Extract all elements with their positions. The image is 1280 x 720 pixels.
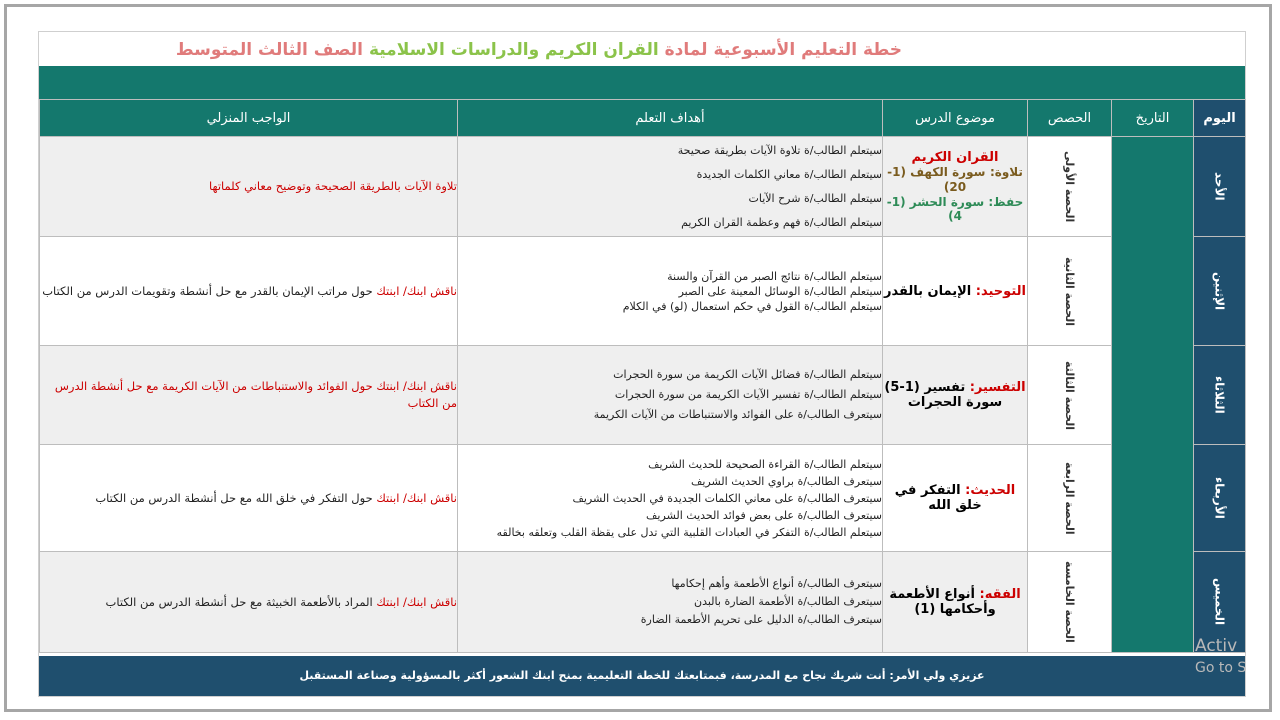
topic-memorize: حفظ: سورة الحشر (1-4) xyxy=(886,195,1024,223)
period-cell xyxy=(1028,137,1112,237)
watermark-line-2: Go to S xyxy=(1195,660,1247,676)
period-label: الحصة الأولى xyxy=(1063,150,1076,223)
homework-highlight: ناقش ابنك/ ابنتك xyxy=(376,594,457,609)
title-part-2: القران الكريم والدراسات الاسلامية xyxy=(368,40,659,60)
period-cell xyxy=(1028,346,1112,445)
homework-text: ناقش ابنك/ ابنتك حول الفوائد والاستنباطات من الآيات الكريمة مع حل أنشطة الدرس من الكتاب xyxy=(54,379,457,410)
topic-text: الإيمان بالقدر xyxy=(884,283,976,299)
table-row xyxy=(40,445,1246,552)
goal-item: سيتعرف الطالب/ة براوي الحديث الشريف xyxy=(690,474,882,488)
header-homework: الواجب المنزلي xyxy=(40,100,458,137)
table-row xyxy=(40,346,1246,445)
homework-text: المراد بالأطعمة الخبيثة مع حل أنشطة الدرس من الكتاب xyxy=(105,594,377,609)
homework-cell xyxy=(40,552,458,653)
goals-cell xyxy=(458,237,883,346)
topic-recite-label: تلاوة: xyxy=(989,165,1023,179)
header-period: الحصص xyxy=(1028,100,1112,137)
goal-item: سيتعرف الطالب/ة أنواع الأطعمة وأهم إحكامها xyxy=(671,577,882,590)
period-label: الحصة الرابعة xyxy=(1063,461,1076,535)
topic-recite-value: سورة الكهف (1-20) xyxy=(887,165,986,194)
topic-subject: القران الكريم xyxy=(911,150,999,165)
goal-item: سيتعلم الطالب/ة التفكر في العبادات القلبية التي تدل على يقظة القلب وتعلقه بخالقه xyxy=(496,525,882,539)
goal-item: سيتعلم الطالب/ة معاني الكلمات الجديدة xyxy=(696,167,882,181)
date-cell xyxy=(1112,137,1194,653)
topic-cell xyxy=(883,137,1028,237)
goal-item: سيتعلم الطالب/ة تلاوة الآيات بطريقة صحيحة xyxy=(677,143,882,157)
homework-cell xyxy=(40,237,458,346)
period-cell xyxy=(1028,237,1112,346)
table-header-row xyxy=(40,100,1246,137)
goals-cell xyxy=(458,346,883,445)
day-label: الإثنين xyxy=(1212,271,1227,311)
goals-cell xyxy=(458,445,883,552)
day-cell xyxy=(1194,445,1246,552)
weekly-plan-document xyxy=(38,31,1246,697)
goal-item: سيتعرف الطالب/ة على معاني الكلمات الجديدة في الحديث الشريف xyxy=(572,491,882,505)
goal-item: سيتعرف الطالب/ة على الفوائد والاستنباطات من الآيات الكريمة xyxy=(593,408,882,421)
activation-watermark xyxy=(1195,635,1246,679)
homework-highlight: ناقش ابنك/ ابنتك xyxy=(376,283,457,298)
parent-note-footer: عزيزي ولي الأمر: أنت شريك نجاح مع المدرسة، فبمتابعتك للخطة التعليمية بمنح ابنك الشعور أكثر بالمسؤولية وصناعة المستقبل xyxy=(39,656,1245,696)
topic-text: تفسير (1-5) سورة الحجرات xyxy=(884,380,1003,410)
table-row xyxy=(40,552,1246,653)
topic-cell xyxy=(883,445,1028,552)
day-cell xyxy=(1194,137,1246,237)
day-label: الثلاثاء xyxy=(1212,376,1227,414)
topic-text: أنواع الأطعمة وأحكامها (1) xyxy=(889,587,996,617)
day-label: الأحد xyxy=(1212,172,1227,201)
period-cell xyxy=(1028,552,1112,653)
homework-cell xyxy=(40,137,458,237)
goals-cell xyxy=(458,552,883,653)
table-row xyxy=(40,237,1246,346)
goal-item: سيتعلم الطالب/ة فهم وعظمة القران الكريم xyxy=(681,215,882,229)
goal-item: سيتعلم الطالب/ة الوسائل المعينة على الصبر xyxy=(678,284,882,298)
day-cell xyxy=(1194,346,1246,445)
goal-item: سيتعرف الطالب/ة الأطعمة الضارة بالبدن xyxy=(694,595,882,608)
goal-item: سيتعلم الطالب/ة القول في حكم استعمال (لو) في الكلام xyxy=(622,299,882,313)
topic-text: التفكر في خلق الله xyxy=(894,483,982,513)
goal-item: سيتعلم الطالب/ة فضائل الآيات الكريمة من سورة الحجرات xyxy=(613,368,882,381)
topic-label: التفسير: xyxy=(969,380,1026,395)
page-title xyxy=(39,40,1039,60)
topic-cell xyxy=(883,346,1028,445)
goal-item: سيتعلم الطالب/ة القراءة الصحيحة للحديث الشريف xyxy=(648,457,882,471)
watermark-line-1: Activ xyxy=(1195,636,1238,656)
topic-cell xyxy=(883,552,1028,653)
header-band xyxy=(39,66,1245,99)
header-topic: موضوع الدرس xyxy=(883,100,1028,137)
header-goals: أهداف التعلم xyxy=(458,100,883,137)
topic-label: التوحيد: xyxy=(975,283,1026,299)
day-cell xyxy=(1194,237,1246,346)
day-label: الخميس xyxy=(1212,578,1227,626)
homework-cell xyxy=(40,445,458,552)
topic-label: الحديث: xyxy=(965,483,1016,498)
goal-item: سيتعلم الطالب/ة نتائج الصبر من القرآن والسنة xyxy=(667,269,882,283)
table-row xyxy=(40,137,1246,237)
period-label: الحصة الخامسة xyxy=(1063,561,1076,643)
period-label: الحصة الثانية xyxy=(1063,256,1076,326)
day-label: الأربعاء xyxy=(1212,477,1227,519)
homework-text: تلاوة الآيات بالطريقة الصحيحة وتوضيح معاني كلماتها xyxy=(209,179,457,193)
homework-text: حول التفكر في خلق الله مع حل أنشطة الدرس من الكتاب xyxy=(95,490,377,505)
weekly-plan-table xyxy=(39,99,1246,653)
header-day: اليوم xyxy=(1194,100,1246,137)
title-part-1: خطة التعليم الأسبوعية لمادة xyxy=(664,40,903,60)
homework-cell xyxy=(40,346,458,445)
topic-cell xyxy=(883,237,1028,346)
homework-highlight: ناقش ابنك/ ابنتك xyxy=(376,490,457,505)
goal-item: سيتعرف الطالب/ة الدليل على تحريم الأطعمة الضارة xyxy=(640,613,882,626)
period-label: الحصة الثالثة xyxy=(1063,360,1076,430)
slide-frame xyxy=(4,4,1272,712)
goal-item: سيتعرف الطالب/ة على بعض فوائد الحديث الشريف xyxy=(646,508,882,522)
goals-cell xyxy=(458,137,883,237)
title-part-3: الصف الثالث المتوسط xyxy=(175,40,364,60)
period-cell xyxy=(1028,445,1112,552)
homework-text: حول مراتب الإيمان بالقدر مع حل أنشطة وتقويمات الدرس من الكتاب xyxy=(42,283,377,298)
header-date: التاريخ xyxy=(1112,100,1194,137)
goal-item: سيتعلم الطالب/ة شرح الآيات xyxy=(748,191,882,205)
topic-label: الفقه: xyxy=(979,587,1021,602)
goal-item: سيتعلم الطالب/ة تفسير الآيات الكريمة من سورة الحجرات xyxy=(614,388,882,401)
